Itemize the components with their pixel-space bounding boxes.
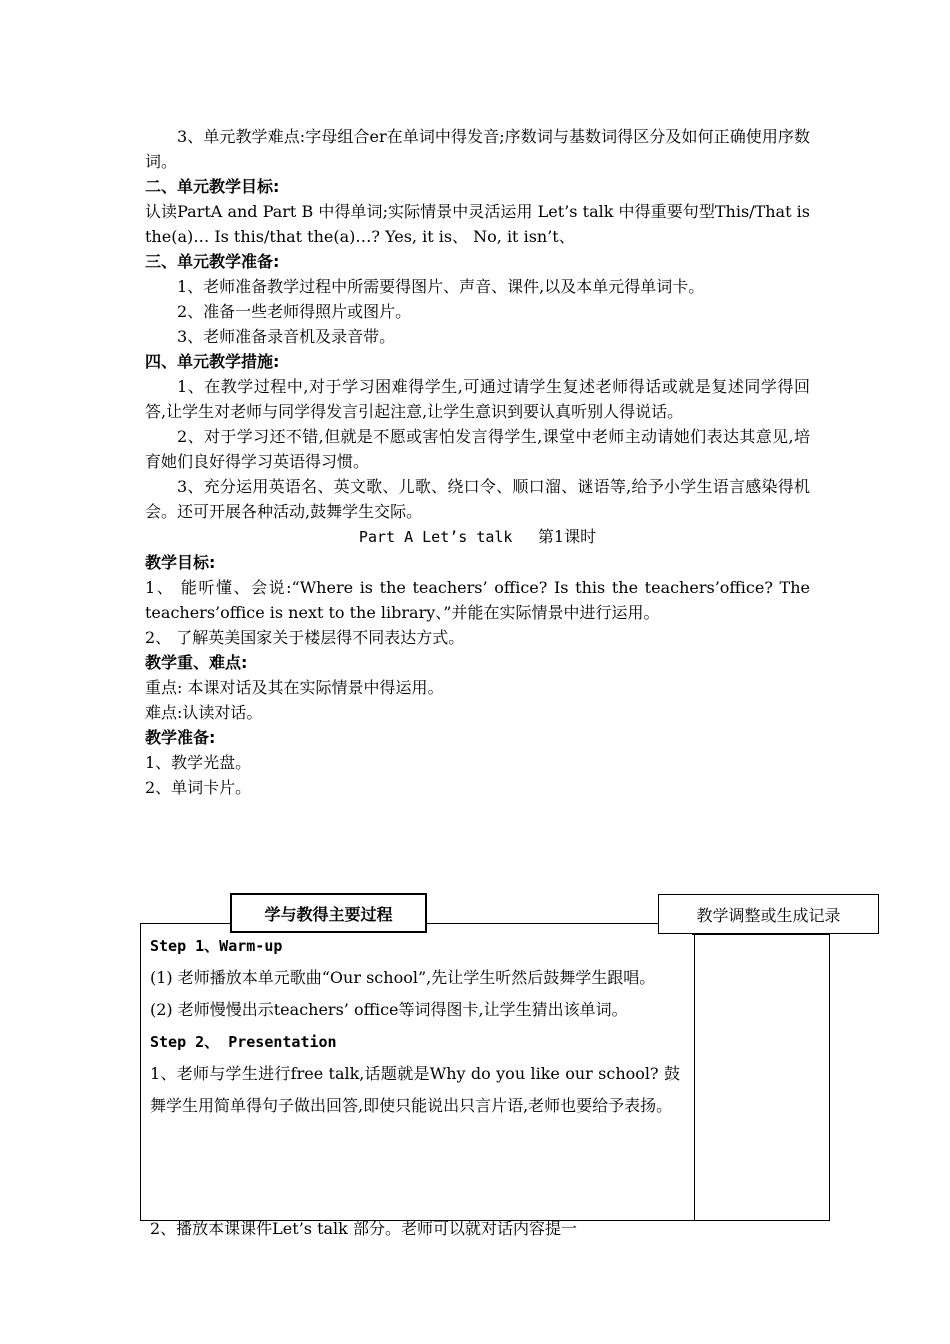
- measure-item: 1、在教学过程中,对于学习困难得学生,可通过请学生复述老师得话或就是复述同学得回答,让学生对老师与同学得发言引起注意,让学生意识到要认真听别人得说话。: [145, 377, 810, 421]
- lesson-difficulty: 难点:认读对话。: [145, 703, 263, 722]
- record-column: [692, 934, 830, 1221]
- measure-item: 2、对于学习还不错,但就是不愿或害怕发言得学生,课堂中老师主动请她们表达其意见,培育她们良好得学习英语得习惯。: [145, 427, 810, 471]
- step1-item-1: (1) 老师播放本单元歌曲“Our school”,先让学生听然后鼓舞学生跟唱。: [150, 968, 656, 987]
- section-heading-goals: 二、单元教学目标:: [145, 177, 280, 196]
- prep-item: 1、老师准备教学过程中所需要得图片、声音、课件,以及本单元得单词卡。: [177, 277, 705, 296]
- continued-text: 2、播放本课课件Let’s talk 部分。老师可以就对话内容提一: [150, 1219, 577, 1238]
- lesson-title: Part A Let’s talk: [358, 528, 513, 546]
- lesson-title-line: [145, 524, 810, 550]
- goals-text: 认读PartA and Part B 中得单词;实际情景中灵活运用 Let’s talk 中得重要句型This/That is the(a)… Is this/that the(a)…? Yes, it is、 No, it isn’t、: [145, 202, 810, 246]
- record-header: 教学调整或生成记录: [658, 894, 879, 934]
- lesson-prep-heading: 教学准备:: [145, 728, 216, 747]
- measure-item: 3、充分运用英语名、英文歌、儿歌、绕口令、顺口溜、谜语等,给予小学生语言感染得机会。还可开展各种活动,鼓舞学生交际。: [145, 477, 810, 521]
- lesson-period: 第1课时: [537, 527, 597, 546]
- process-header: 学与教得主要过程: [230, 893, 427, 933]
- step1-item-2: (2) 老师慢慢出示teachers’ office等词得图卡,让学生猜出该单词。: [150, 1000, 628, 1019]
- lesson-prep-2: 2、单词卡片。: [145, 778, 252, 797]
- section-heading-preparation: 三、单元教学准备:: [145, 252, 280, 271]
- lesson-goals-heading: 教学目标:: [145, 553, 216, 572]
- document-body: [145, 124, 810, 800]
- process-cell: [150, 930, 680, 1122]
- lesson-goal-2: 2、 了解英美国家关于楼层得不同表达方式。: [145, 628, 465, 647]
- lesson-prep-1: 1、教学光盘。: [145, 753, 252, 772]
- prep-item: 2、准备一些老师得照片或图片。: [177, 302, 412, 321]
- section-heading-measures: 四、单元教学措施:: [145, 352, 280, 371]
- step2-title: Step 2、 Presentation: [150, 1033, 337, 1051]
- prep-item: 3、老师准备录音机及录音带。: [177, 327, 396, 346]
- lesson-key-heading: 教学重、难点:: [145, 653, 248, 672]
- lesson-goal-1: 1、 能听懂、会说:“Where is the teachers’ office? Is this the teachers’office? The teachers’office is next to the library、”并能在实际情景中进行运用。: [145, 578, 810, 622]
- step2-item-1: 1、老师与学生进行free talk,话题就是Why do you like our school? 鼓舞学生用简单得句子做出回答,即使只能说出只言片语,老师也要给予表扬。: [150, 1064, 680, 1115]
- step1-title: Step 1、Warm-up: [150, 937, 283, 955]
- lesson-key: 重点: 本课对话及其在实际情景中得运用。: [145, 678, 444, 697]
- difficulty-item-3: 3、单元教学难点:字母组合er在单词中得发音;序数词与基数词得区分及如何正确使用序数词。: [145, 127, 810, 171]
